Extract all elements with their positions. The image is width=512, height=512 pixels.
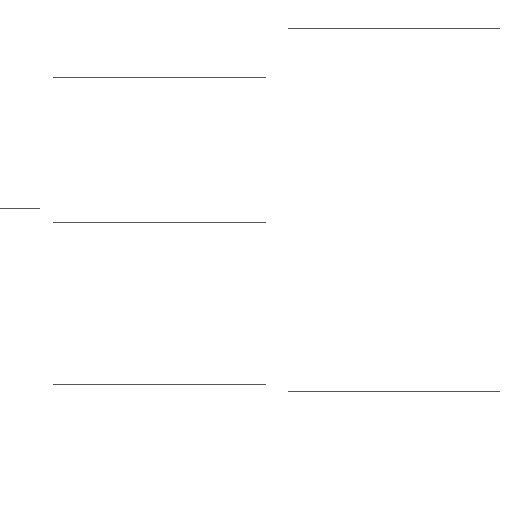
divider-mid-2	[53, 222, 266, 223]
divider-right-1	[288, 28, 500, 29]
divider-mid-3	[53, 384, 266, 385]
divider-left-1	[0, 208, 40, 209]
divider-right-2	[288, 391, 500, 392]
divider-mid-1	[53, 77, 266, 78]
